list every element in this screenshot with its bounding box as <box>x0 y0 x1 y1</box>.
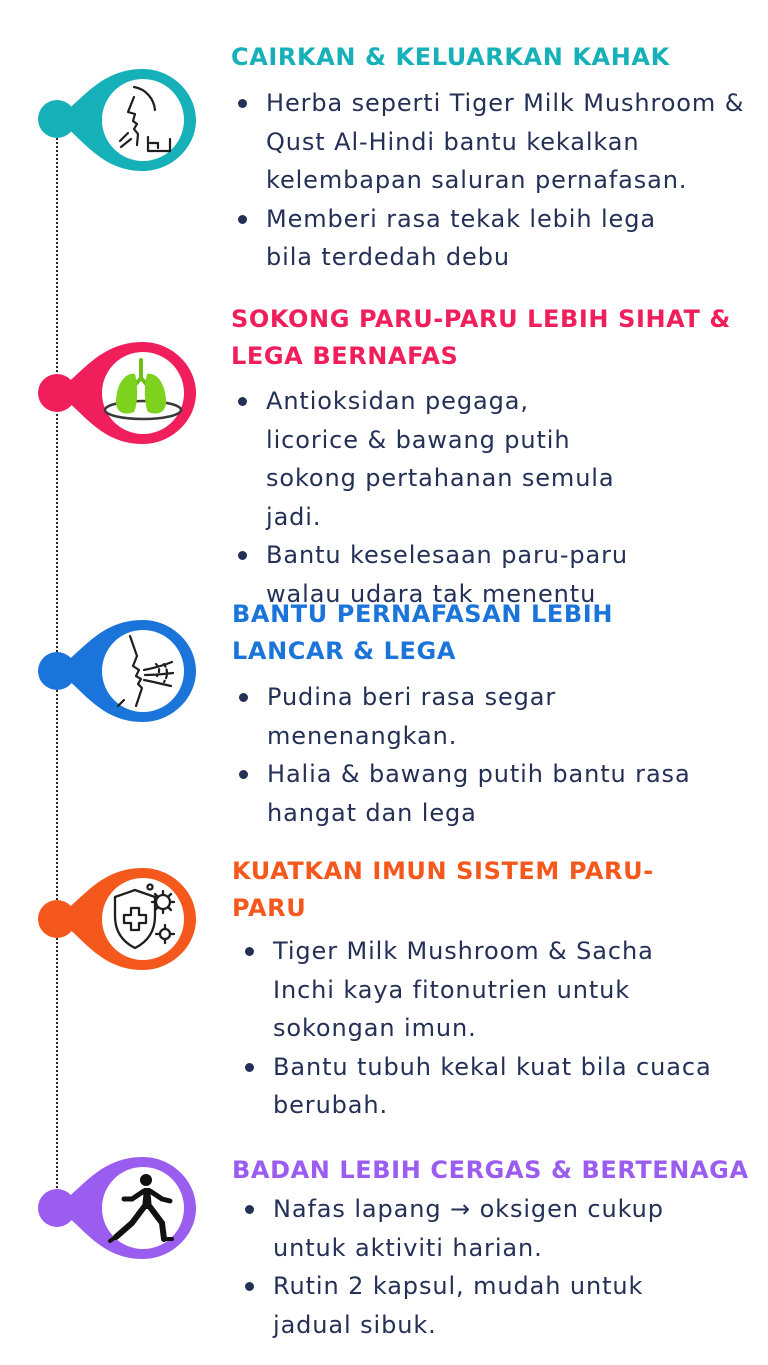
section-2-bullets <box>236 382 696 613</box>
list-item: Nafas lapang → oksigen cukup untuk aktiviti harian. <box>243 1190 733 1267</box>
section-3-title: BANTU PERNAFASAN LEBIH LANCAR & LEGA <box>232 600 614 665</box>
section-1-bullets <box>236 84 756 277</box>
list-item: Halia & bawang putih bantu rasa hangat dan lega <box>237 755 737 832</box>
section-4-badge <box>38 854 208 984</box>
list-item: Tiger Milk Mushroom & Sacha Inchi kaya fitonutrien untuk sokongan imun. <box>243 932 753 1048</box>
section-1-badge <box>38 55 208 185</box>
list-item: Bantu tubuh kekal kuat bila cuaca berubah. <box>243 1048 753 1125</box>
section-4-title: KUATKAN IMUN SISTEM PARU-PARU <box>232 857 654 922</box>
immune-shield-icon <box>38 854 208 984</box>
section-5-badge <box>38 1143 208 1273</box>
section-3-bullets <box>237 678 737 832</box>
list-item: Pudina beri rasa segar menenangkan. <box>237 678 737 755</box>
breathing-face-icon <box>38 606 208 736</box>
mucus-face-icon <box>38 55 208 185</box>
section-3-badge <box>38 606 208 736</box>
list-item: Bantu keselesaan paru-paru walau udara tak menentu <box>236 536 696 613</box>
section-5-title: BADAN LEBIH CERGAS & BERTENAGA <box>232 1156 749 1184</box>
section-4-bullets <box>243 932 753 1125</box>
list-item: Antioksidan pegaga, licorice & bawang putih sokong pertahanan semula jadi. <box>236 382 696 536</box>
section-2-badge <box>38 328 208 458</box>
list-item: Herba seperti Tiger Milk Mushroom & Qust Al-Hindi bantu kekalkan kelembapan saluran pernafasan. <box>236 84 756 200</box>
list-item: Memberi rasa tekak lebih lega bila terdedah debu <box>236 200 756 277</box>
section-1-title: CAIRKAN & KELUARKAN KAHAK <box>231 43 670 71</box>
list-item: Rutin 2 kapsul, mudah untuk jadual sibuk. <box>243 1267 733 1344</box>
lungs-icon <box>38 328 208 458</box>
section-2-title: SOKONG PARU-PARU LEBIH SIHAT & LEGA BERNAFAS <box>231 305 731 370</box>
section-5-bullets <box>243 1190 733 1344</box>
stretching-person-icon <box>38 1143 208 1273</box>
